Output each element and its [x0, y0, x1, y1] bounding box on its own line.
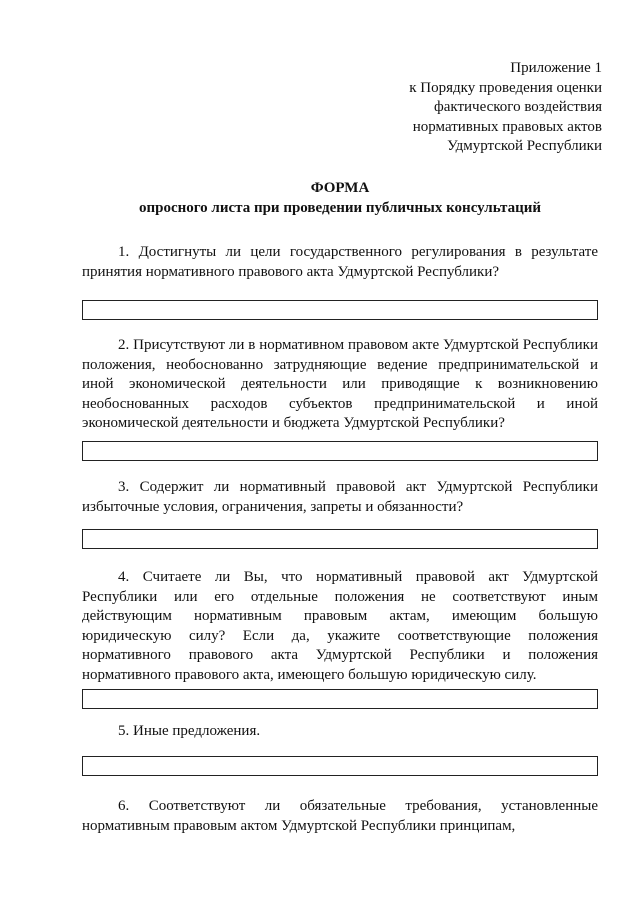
- answer-field-1[interactable]: [82, 300, 598, 320]
- form-title: [82, 178, 598, 218]
- answer-field-3[interactable]: [82, 529, 598, 549]
- question-3: 3. Содержит ли нормативный правовой акт Удмуртской Республики избыточные условия, ограничения, запреты и обязанности?: [82, 479, 598, 515]
- question-4: 4. Считаете ли Вы, что нормативный правовой акт Удмуртской Республики или его отдельные положения не соответствуют иным действующим нормативным правовым актам, имеющим большую юридическую силу? Если да, укажите соответствующие положения нормативного правового акта Удмуртской Республики и положения нормативного правового акта, имеющего большую юридическую силу.: [82, 569, 598, 683]
- question-2: 2. Присутствуют ли в нормативном правовом акте Удмуртской Республики положения, необоснованно затрудняющие ведение предпринимательской и иной экономической деятельности или приводящие к возникновению необоснованных расходов субъектов предпринимательской и иной экономической деятельности и бюджета Удмуртской Республики?: [82, 337, 598, 432]
- appendix-line: к Порядку проведения оценки: [409, 79, 602, 96]
- answer-field-2[interactable]: [82, 441, 598, 461]
- question-6: 6. Соответствуют ли обязательные требования, установленные нормативным правовым актом Удмуртской Республики принципам,: [82, 798, 598, 834]
- appendix-line: фактического воздействия: [433, 99, 602, 116]
- answer-field-4[interactable]: [82, 689, 598, 709]
- question-5: 5. Иные предложения.: [118, 723, 261, 739]
- answer-field-5[interactable]: [82, 756, 598, 776]
- form-title-main: ФОРМА: [310, 180, 370, 196]
- appendix-line: Приложение 1: [510, 60, 602, 76]
- form-title-subtitle: опросного листа при проведении публичных консультаций: [138, 200, 542, 216]
- question-1: 1. Достигнуты ли цели государственного регулирования в результате принятия нормативного правового акта Удмуртской Республики?: [82, 244, 598, 280]
- appendix-header: [360, 59, 602, 157]
- appendix-line: Удмуртской Республики: [447, 138, 602, 155]
- appendix-line: нормативных правовых актов: [412, 118, 602, 135]
